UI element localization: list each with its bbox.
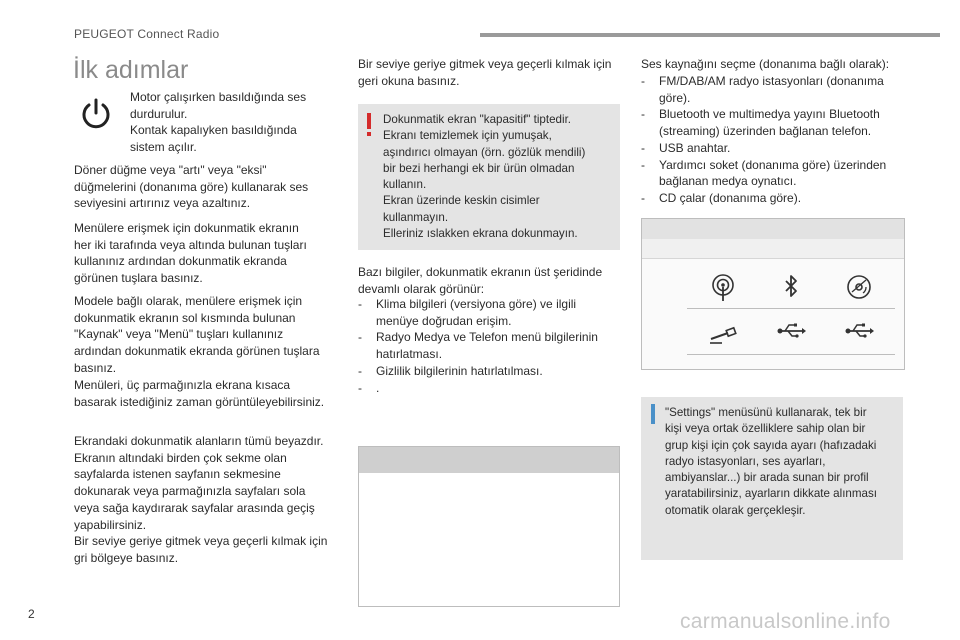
list-dash: - <box>641 190 645 205</box>
menu-access-paragraph: Menülere erişmek için dokunmatik ekranın her iki tarafında veya altında bulunan tuşları kullanınız ardından dokunmatik ekranda görünen tuşlara basınız. <box>74 221 307 286</box>
screen-illustration-band <box>359 447 619 473</box>
page-title: İlk adımlar <box>73 56 189 84</box>
info-icon <box>651 408 655 424</box>
top-band-paragraph: Bazı bilgiler, dokunmatik ekranın üst şeridinde devamlı olarak görünür: <box>358 265 603 296</box>
warning-text: Dokunmatik ekran "kapasitif" tiptedir. Ekranı temizlemek için yumuşak, aşındırıcı olmayan (örn. gözlük mendili) bir bezi herhangi ek bir ürün olmadan kullanın. Ekran üzerinde keskin cisimler kullanmayın. Elleriniz ıslakken ekrana dokunmayın. <box>383 113 586 241</box>
warning-icon <box>367 113 371 129</box>
usb-icon <box>755 317 827 355</box>
page-number: 2 <box>28 607 35 621</box>
list-dash: - <box>358 363 362 378</box>
top-band-list-item-text: Radyo Medya ve Telefon menü bilgilerinin hatırlatması. <box>376 330 598 362</box>
back-arrow-paragraph: Bir seviye geriye gitmek veya geçerli kılmak için geri okuna basınız. <box>358 57 612 88</box>
power-icon <box>78 96 114 132</box>
source-list-item-text: Yardımcı soket (donanıma göre) üzerinden bağlanan medya oynatıcı. <box>659 157 887 189</box>
model-menu-paragraph: Modele bağlı olarak, menülere erişmek için dokunmatik ekranın sol kısmında bulunan "Kaynak" veya "Menü" tuşları kullanınız ardından dokunmatik ekranda görünen tuşlara basınız. <box>74 294 320 375</box>
cd-icon <box>823 271 895 309</box>
list-dash: - <box>358 330 362 345</box>
source-list-item <box>641 190 911 207</box>
list-dash: - <box>641 74 645 88</box>
source-select-paragraph: Ses kaynağını seçme (donanıma bağlı olarak): <box>641 57 890 71</box>
source-list-item <box>641 140 911 157</box>
source-list <box>641 73 911 207</box>
source-list-item-text: CD çalar (donanıma göre). <box>659 190 802 205</box>
top-band-list-item <box>358 380 620 397</box>
source-screen-top-bar <box>642 219 904 239</box>
top-band-list <box>358 296 620 396</box>
top-band-list-item <box>358 329 620 362</box>
source-screen-illustration <box>641 218 905 370</box>
volume-paragraph: Döner düğme veya "artı" veya "eksi" düğmelerini (donanıma göre) kullanarak ses seviyesini artırınız veya azaltınız. <box>74 163 309 211</box>
touch-areas-paragraph: Ekrandaki dokunmatik alanların tümü beyazdır. Ekranın altındaki birden çok sekme olan sayfalarda istenen sayfanın sekmesine dokunarak veya parmağınızla sayfaları sola veya sağa kaydırarak sayfalar arasında geçiş yapabilirsiniz. Bir seviye geriye gitmek veya geçerli kılmak için gri bölgeye basınız. <box>74 434 328 565</box>
top-band-list-item-text: Gizlilik bilgilerinin hatırlatılması. <box>376 363 543 378</box>
top-band-list-item-text: Klima bilgileri (versiyona göre) ve ilgili menüye doğrudan erişim. <box>376 297 577 328</box>
source-list-item <box>641 106 911 139</box>
source-list-item <box>641 157 911 190</box>
top-band-list-item-text: . <box>376 380 380 395</box>
top-band-list-item <box>358 363 620 380</box>
list-dash: - <box>641 157 645 172</box>
list-dash: - <box>358 297 362 311</box>
list-dash: - <box>641 140 645 155</box>
usb-icon <box>823 317 895 355</box>
source-screen-second-bar <box>642 239 904 259</box>
aux-jack-icon <box>687 317 759 355</box>
source-list-item <box>641 73 911 106</box>
watermark: carmanualsonline.info <box>680 610 891 633</box>
info-icon-dot <box>651 404 655 408</box>
radio-icon <box>687 271 759 309</box>
list-dash: - <box>358 380 362 395</box>
bluetooth-icon <box>755 271 827 309</box>
power-button-text: Motor çalışırken basıldığında ses durdurulur. Kontak kapalıyken basıldığında sistem açılır. <box>130 90 307 155</box>
running-header: PEUGEOT Connect Radio <box>74 27 220 41</box>
list-dash: - <box>641 107 645 122</box>
three-finger-paragraph: Menüleri, üç parmağınızla ekrana kısaca basarak istediğiniz zaman görüntüleyebilirsiniz. <box>74 378 325 409</box>
info-text: "Settings" menüsünü kullanarak, tek bir kişi veya ortak özelliklere sahip olan bir grup kişi için çok sayıda ayarı (hafızadaki radyo istasyonları, ses ayarları, ambiyanslar...) bir arada sunan bir profil yaratabilirsiniz, ayarların dikkate alınması otomatik olarak gerçekleşir. <box>665 406 877 517</box>
warning-icon-dot <box>367 132 371 136</box>
top-band-list-item <box>358 296 620 329</box>
source-list-item-text: USB anahtar. <box>659 140 731 155</box>
source-list-item-text: Bluetooth ve multimedya yayını Bluetooth (streaming) üzerinden bağlanan telefon. <box>659 107 880 139</box>
source-list-item-text: FM/DAB/AM radyo istasyonları (donanıma göre). <box>659 74 884 105</box>
header-rule <box>480 33 940 37</box>
